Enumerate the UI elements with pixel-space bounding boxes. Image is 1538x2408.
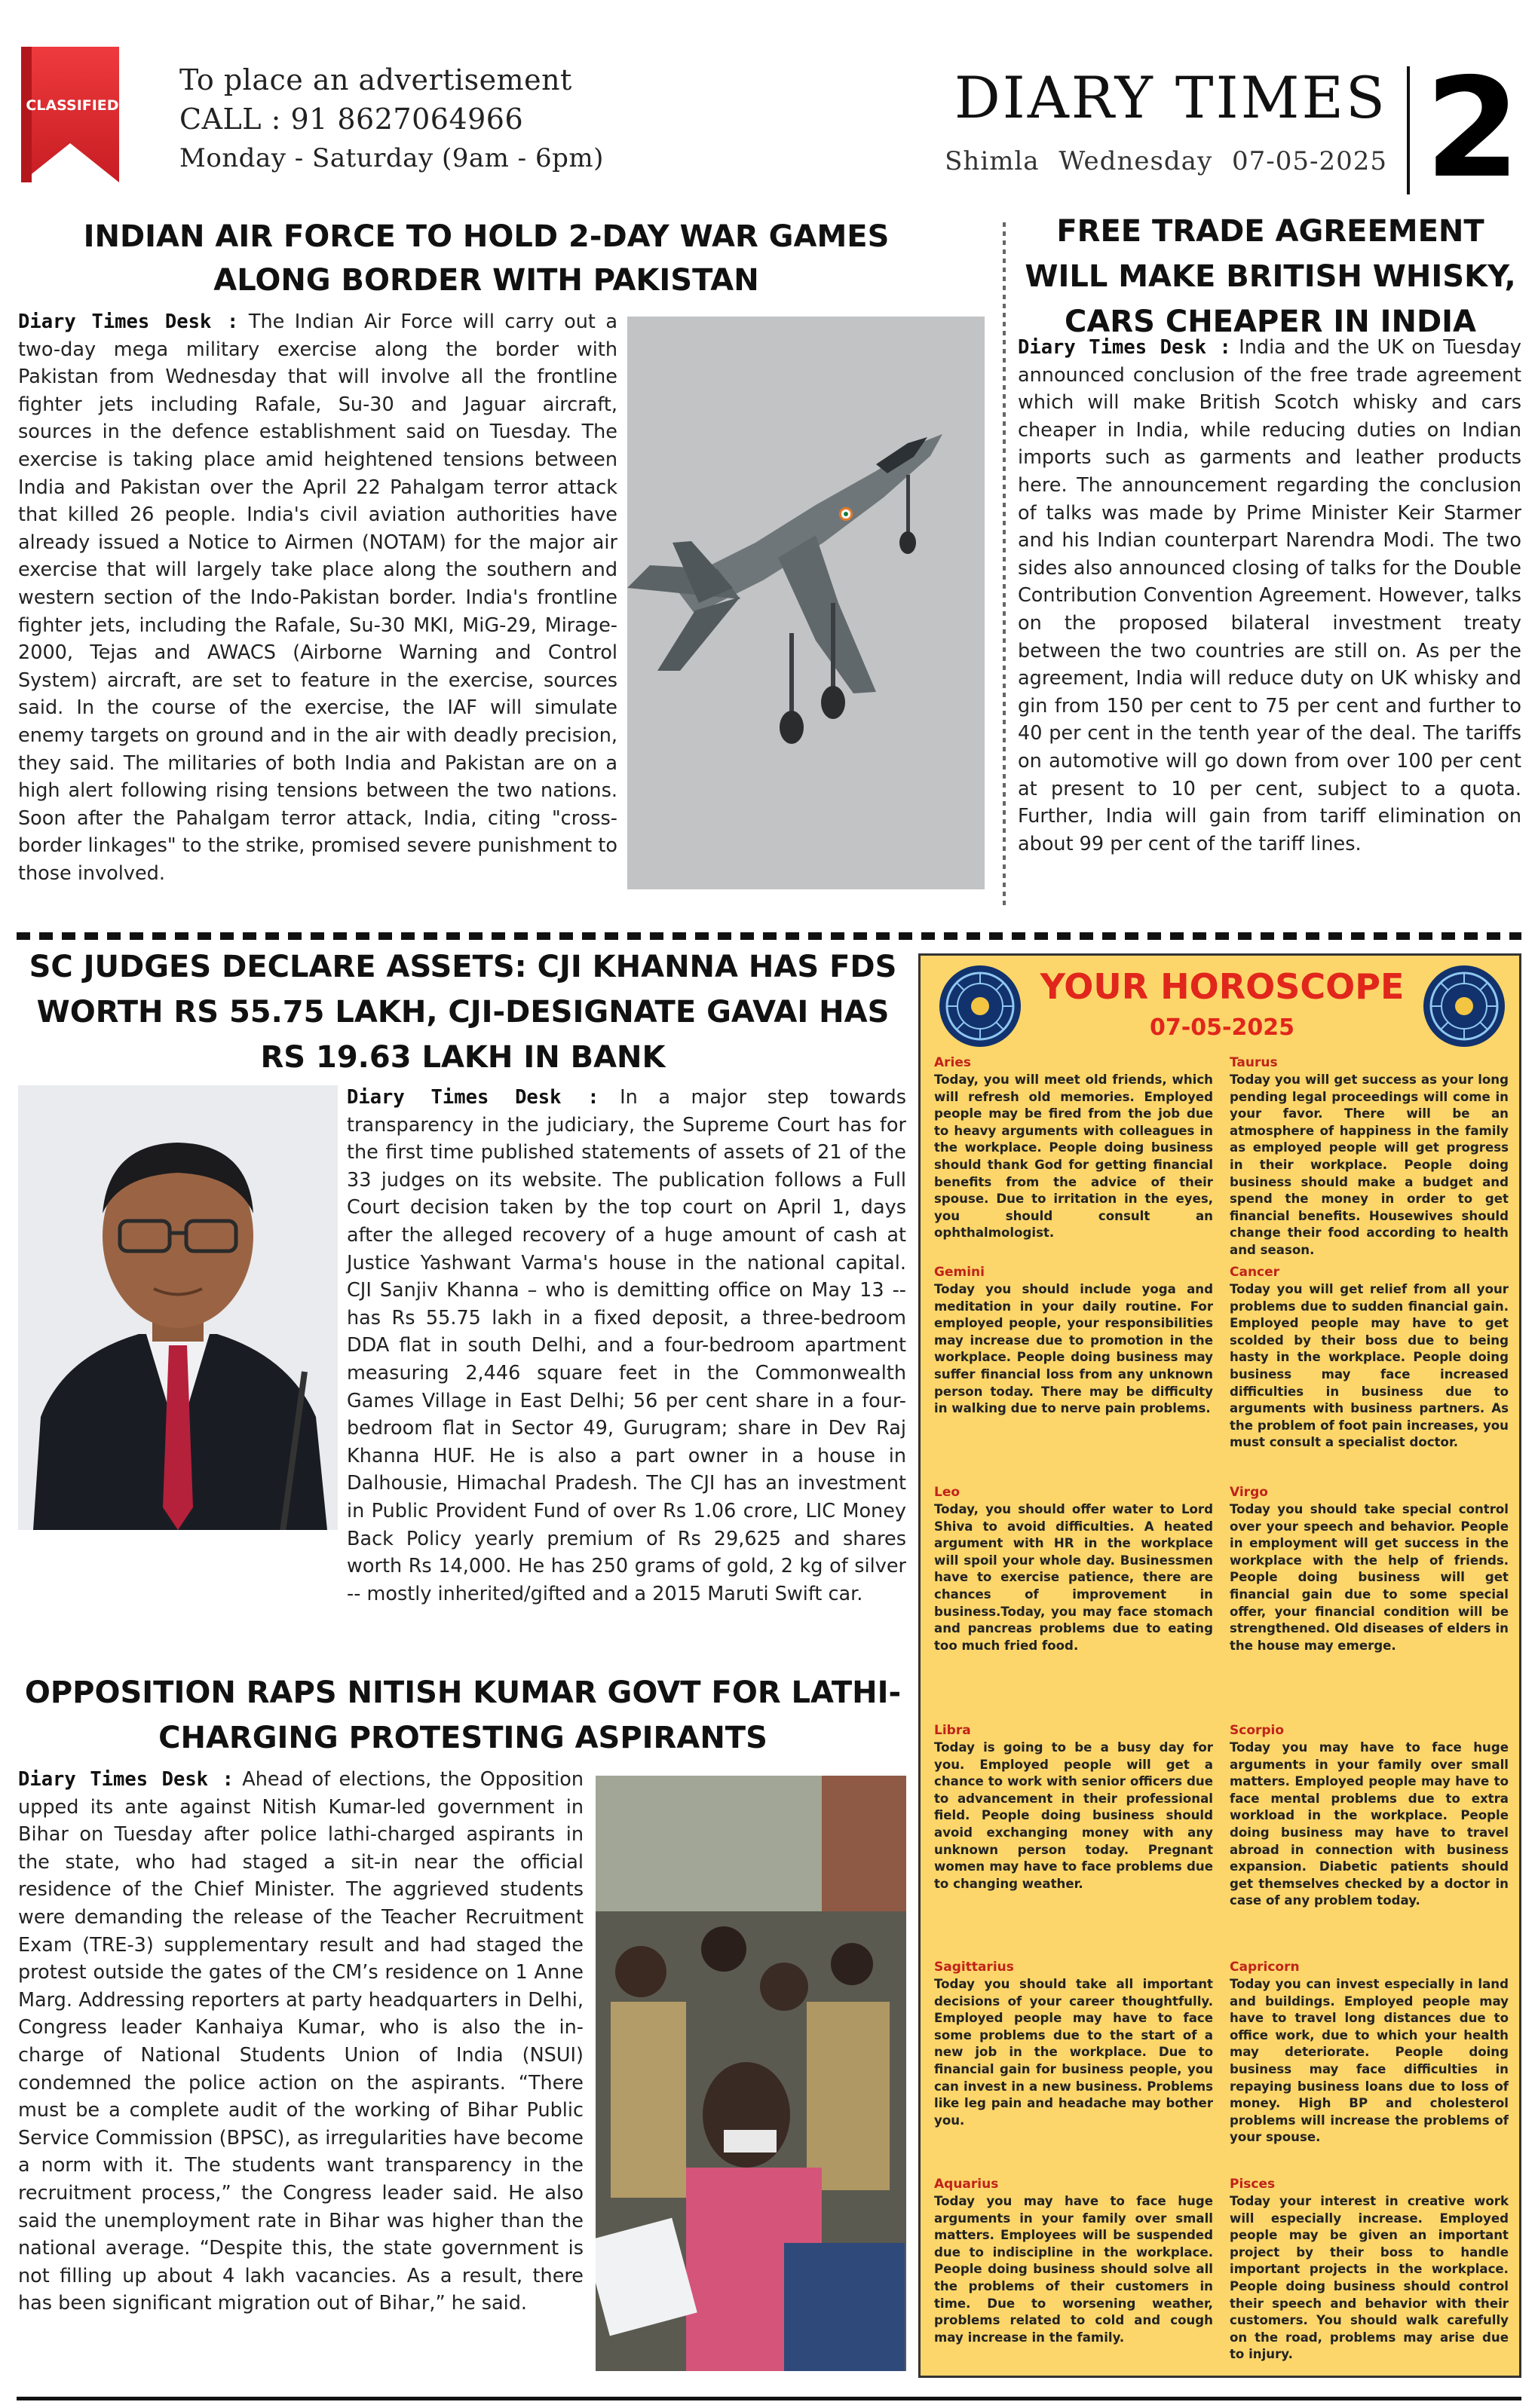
article-byline: Diary Times Desk : (1018, 336, 1231, 359)
column-divider (1003, 222, 1006, 908)
judge-portrait-photo (18, 1085, 338, 1530)
fighter-jet-photo (627, 317, 985, 889)
paper-name: DIARY TIMES (954, 64, 1387, 131)
sign-virgo (1230, 1483, 1509, 1654)
sign-taurus (1230, 1054, 1509, 1259)
opposition-headline: OPPOSITION RAPS NITISH KUMAR GOVT FOR LATHI-CHARGING PROTESTING ASPIRANTS (24, 1675, 902, 1755)
air-force-headline: INDIAN AIR FORCE TO HOLD 2-DAY WAR GAMES ALONG BORDER WITH PAKISTAN (83, 219, 890, 298)
page-number: 2 (1425, 48, 1521, 208)
sign-name: Leo (934, 1485, 960, 1500)
trade-article (1018, 334, 1521, 914)
article-text: In a major step towards transparency in the judiciary, the Supreme Court has for the first time published statements of assets of 21 of the 33 judges on its website. The publication follows a Full Court decision taken by the top court on April 1, days after the alleged recovery of a huge amount of cash at Justice Yashwant Varma's house in the national capital. CJI Sanjiv Khanna – who is demitting office on May 13 -- has Rs 55.75 lakh in a fixed deposit, a three-bedroom DDA flat in south Delhi, and a four-bedroom apartment measuring 2,446 square feet in the Commonwealth Games Village in East Delhi; 56 per cent share in a four-bedroom flat in Sector 49, Gurugram; share in Dev Raj Khanna HUF. He is also a part owner in a house in Dalhousie, Himachal Pradesh. The CJI has an investment in Public Provident Fund of over Rs 1.06 crore, LIC Money Back Policy yearly premium of Rs 29,625 and shares worth Rs 14,000. He has 250 grams of gold, 2 kg of silver -- mostly inherited/gifted and a 2015 Maruti Swift car. (347, 1086, 906, 1605)
article-byline: Diary Times Desk : (18, 311, 239, 333)
sign-text: Today your interest in creative work will especially increase. Employed people may be given an important project by their boss to handle important projects in the workplace. People doing business should control their speech and behavior with their customers. You should walk carefully on the road, problems may arise due to injury. (1230, 2194, 1509, 2362)
sign-name: Capricorn (1230, 1960, 1300, 1975)
article-text: India and the UK on Tuesday announced conclusion of the free trade agreement which will make British Scotch whisky and cars cheaper in India, while reducing duties on Indian imports such as garments and leather products here. The announcement regarding the conclusion of talks was made by Prime Minister Keir Starmer and his Indian counterpart Narendra Modi. The two sides also announced closing of talks for the Double Contribution Convention Agreement. However, talks on the proposed bilateral investment treaty between the two countries are still on. As per the agreement, India will reduce duty on UK whisky and gin from 150 per cent to 75 per cent and further to 40 per cent in the tenth year of the deal. The tariffs on automotive will go down from over 100 per cent at present to 10 per cent, subject to a quota. Further, India will gain from tariff elimination on about 99 per cent of the tariff lines. (1018, 336, 1521, 855)
sign-name: Aquarius (934, 2177, 999, 2192)
article-text: The Indian Air Force will carry out a two-day mega military exercise along the border with Pakistan from Wednesday that will involve all the frontline fighter jets including Rafale, Su-30 and Jaguar aircraft, sources in the defence establishment said on Tuesday. The exercise is taking place amid heightened tensions between India and Pakistan over the April 22 Pahalgam terror attack that killed 26 people. India's civil aviation authorities have already issued a Notice to Airmen (NOTAM) for the major air exercise that will largely take place along the southern and western section of the Indo-Pakistan border. India's frontline fighter jets, including the Rafale, Su-30 MKI, MiG-29, Mirage-2000, Tejas and AWACS (Airborne Warning and Control System) aircraft, are set to feature in the exercise, sources said. In the course of the exercise, the IAF will simulate enemy targets on ground and in the air with deadly precision, they said. The militaries of both India and Pakistan are on a high alert following rising tensions between the two nations. Soon after the Pahalgam terror attack, India, citing "cross-border linkages" to the strike, promised severe punishment to those involved. (18, 311, 617, 885)
classified-badge (21, 47, 119, 182)
judges-headline: SC JUDGES DECLARE ASSETS: CJI KHANNA HAS FDS WORTH RS 55.75 LAKH, CJI-DESIGNATE GAVAI HAS RS 19.63 LAKH IN BANK (29, 950, 897, 1075)
sign-text: Today, you will meet old friends, which will refresh old memories. Employed people may be fired from the job due to heavy arguments with colleagues in the workplace. People doing business should thank God for getting financial benefits from the advice of their spouse. Due to irritation in the eyes, you should consult an ophthalmologist. (934, 1072, 1213, 1241)
sign-text: Today, you should offer water to Lord Shiva to avoid difficulties. A heated argument with HR in the workplace will spoil your whole day. Businessmen have to exercise patience, there are chances of improvement in business.Today, you may face stomach and pancreas problems due to eating too much fried food. (934, 1502, 1213, 1653)
sign-name: Libra (934, 1723, 971, 1738)
sign-text: Today you will get success as your long pending legal proceedings will come in your favor. There will be an atmosphere of happiness in the family as employed people will get progress in their workplace. People doing business should make a budget and spend the money in order to get financial benefits. Housewives should change their food according to health and season. (1230, 1072, 1509, 1257)
sign-leo (934, 1483, 1213, 1654)
sign-cancer (1230, 1263, 1509, 1452)
sign-name: Taurus (1230, 1055, 1278, 1070)
sign-aries (934, 1054, 1213, 1242)
sign-capricorn (1230, 1958, 1509, 2146)
sign-sagittarius (934, 1958, 1213, 2129)
sign-text: Today is going to be a busy day for you. Employed people will get a chance to work with senior officers due to advancement in their professional field. People doing business should avoid exchanging money with any unknown person today. Pregnant women may have to face problems due to changing weather. (934, 1740, 1213, 1891)
sign-text: Today you may have to face huge arguments in your family over small matters. Employed people may have to face mental problems due to extra workload in the workplace. People doing business may have to travel abroad in connection with business expansion. Diabetic patients should get themselves checked by a doctor in case of any problem today. (1230, 1740, 1509, 1908)
horoscope-panel (918, 953, 1521, 2378)
advert-phone: CALL : 91 8627064966 (179, 103, 524, 136)
advert-heading: To place an advertisement (179, 63, 572, 96)
classified-label: CLASSIFIED (26, 97, 119, 114)
sign-text: Today you can invest especially in land and buildings. Employed people may have to travel long distances due to office work, due to which your health may deteriorate. People doing business may face difficulties in repaying business loans due to loss of money. High BP and cholesterol problems will increase the problems of your spouse. (1230, 1977, 1509, 2145)
horoscope-title: YOUR HOROSCOPE (1040, 966, 1405, 1007)
sign-text: Today you should take all important decisions of your career thoughtfully. Employed people may have to face some problems due to the start of a new job in the workplace. Due to financial gain for business people, you can invest in a new business. Problems like leg pain and headache may bother you. (934, 1977, 1213, 2128)
sign-scorpio (1230, 1721, 1509, 1910)
protest-crowd-photo (596, 1776, 906, 2371)
page-bottom-rule (17, 2397, 1521, 2400)
trade-headline: FREE TRADE AGREEMENT WILL MAKE BRITISH WHISKY, CARS CHEAPER IN INDIA (1025, 214, 1516, 339)
masthead-divider (1407, 66, 1410, 194)
sign-name: Cancer (1230, 1265, 1280, 1280)
masthead (945, 66, 1387, 176)
advertisement-info (179, 60, 604, 178)
sign-name: Gemini (934, 1265, 985, 1280)
sign-text: Today you will get relief from all your problems due to sudden financial gain. Employed people may have to get scolded by their boss due to being hasty in the workplace. People doing business may face increased difficulties in business due to arguments with business partners. As the problem of foot pain increases, you must consult a specialist doctor. (1230, 1282, 1509, 1450)
sign-gemini (934, 1263, 1213, 1418)
sign-aquarius (934, 2175, 1213, 2346)
article-byline: Diary Times Desk : (347, 1086, 599, 1109)
article-text: Ahead of elections, the Opposition upped its ante against Nitish Kumar-led government in Bihar on Tuesday after police lathi-charged aspirants in the state, who had staged a sit-in near the official residence of the Chief Minister. The aggrieved students were demanding the release of the Teacher Recruitment Exam (TRE-3) supplementary result and had staged the protest outside the gates of the CM’s residence on 1 Anne Marg. Addressing reporters at party headquarters in Delhi, Congress leader Kanhaiya Kumar, who is also the in-charge of National Students Union of India (NSUI) condemned the police action on the aspirants. “There must be a complete audit of the working of Bihar Public Service Commission (BPSC), as irregularities have become a norm with it. The students want transparency in the recruitment process,” the Congress leader said. He also said the unemployment rate in Bihar was higher than the national average. “Despite this, the state government is not filling up about 4 lakh vacancies. As a result, there has been significant migration out of Bihar,” he said. (18, 1768, 584, 2315)
sign-pisces (1230, 2175, 1509, 2364)
opposition-article (18, 1766, 584, 2384)
section-divider (17, 932, 1521, 940)
sign-libra (934, 1721, 1213, 1892)
sign-name: Pisces (1230, 2177, 1276, 2192)
sign-name: Aries (934, 1055, 972, 1070)
dateline: Shimla Wednesday 07-05-2025 (945, 146, 1387, 176)
sign-text: Today you should take special control over your speech and behavior. People in employment will get success in the workplace with the help of friends. People doing business will get financial gain due to some special offer, your financial condition will be strengthened. Old diseases of elders in the house may emerge. (1230, 1502, 1509, 1653)
judges-article (347, 1084, 906, 1657)
article-byline: Diary Times Desk : (18, 1768, 234, 1791)
sign-text: Today you should include yoga and meditation in your daily routine. For employed people, your responsibilities may increase due to promotion in the workplace. People doing business may suffer financial loss from any unknown person today. There may be difficulty in walking due to nerve pain problems. (934, 1282, 1213, 1416)
sign-name: Virgo (1230, 1485, 1268, 1500)
air-force-article (18, 308, 617, 915)
sign-name: Sagittarius (934, 1960, 1014, 1975)
horoscope-date: 07-05-2025 (1150, 1014, 1294, 1041)
sign-text: Today you may have to face huge arguments in your family over small matters. Employees will be suspended due to indiscipline in the workplace. People doing business should solve all the problems of their customers in time. Due to worsening weather, problems related to cold and cough may increase in the family. (934, 2194, 1213, 2345)
advert-hours: Monday - Saturday (9am - 6pm) (179, 143, 604, 173)
sign-name: Scorpio (1230, 1723, 1285, 1738)
